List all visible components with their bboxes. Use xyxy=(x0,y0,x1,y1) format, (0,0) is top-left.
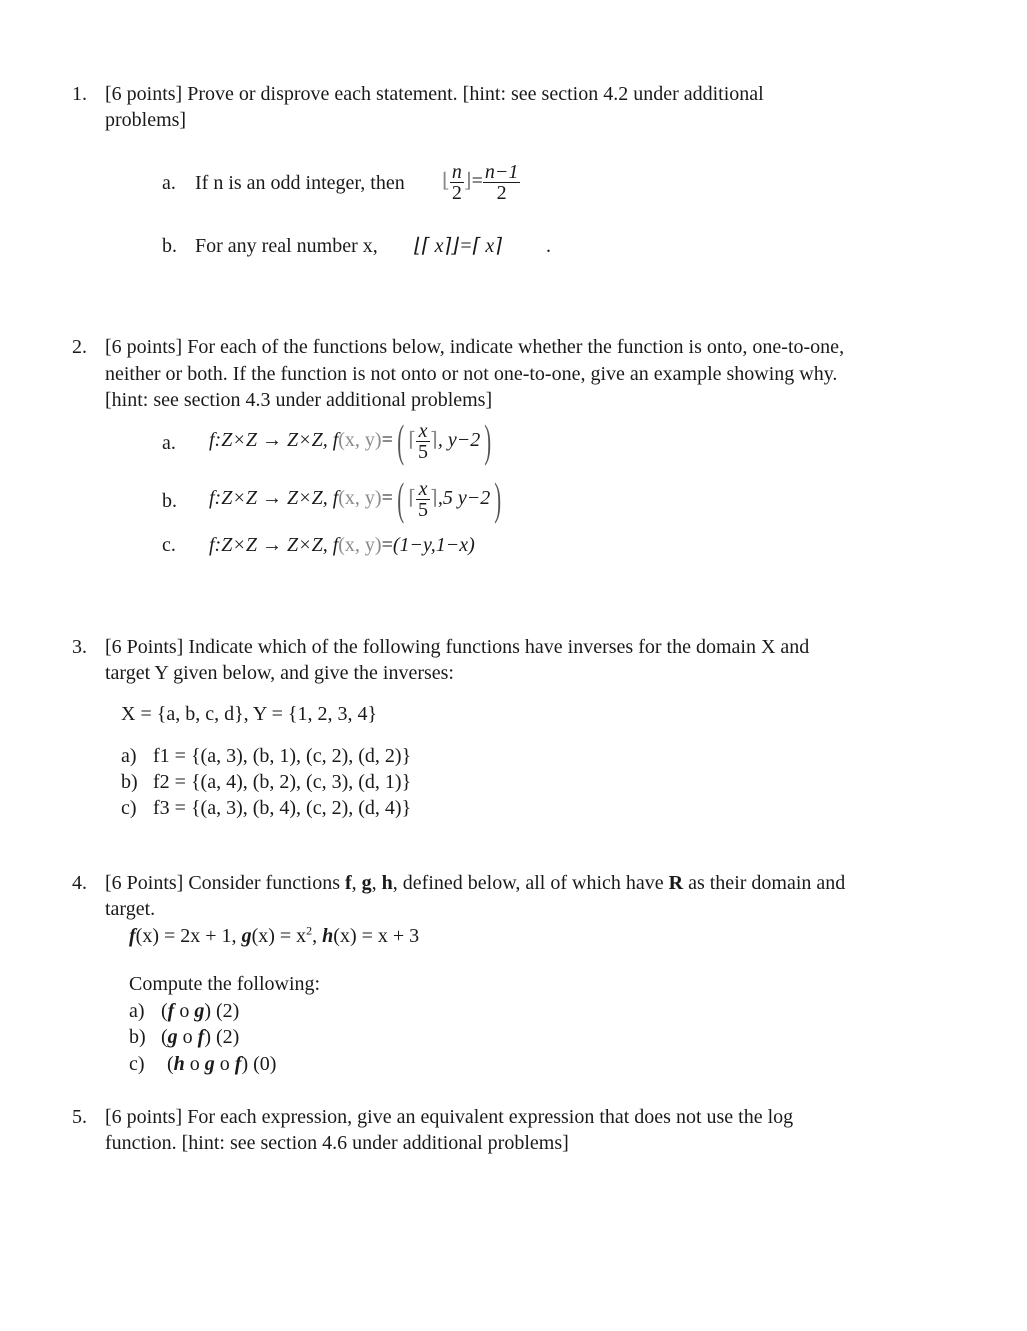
q3-number: 3. xyxy=(72,636,87,658)
q2-b-formula: f:Z×Z → Z×Z, f(x, y)=( ⌈ $\frac{x}{5}$ ⌉,5 y−2) xyxy=(209,473,502,525)
q1-a-formula: ⌊ $\frac{n}{2}$ ⌋= $\frac{n-1}{2}$ xyxy=(442,160,519,204)
q3-c-label: c) xyxy=(121,797,137,819)
fraction-x-over-5: $\frac{x}{5}$ xyxy=(418,477,429,521)
q2-c-formula: f:Z×Z → Z×Z, f(x, y)=(1−y,1−x) xyxy=(209,534,475,556)
paren-right: ) xyxy=(484,415,492,467)
q3-line1: [6 Points] Indicate which of the following functions have inverses for the domain X and xyxy=(105,636,810,658)
q5-line1: [6 points] For each expression, give an equivalent expression that does not use the log xyxy=(105,1106,794,1128)
floor-left: ⌊ xyxy=(442,170,450,192)
q1-a-label: a. xyxy=(162,172,176,194)
q1-line1: [6 points] Prove or disprove each statement. [hint: see section 4.2 under additional xyxy=(105,83,764,105)
q4-a-expr: (f o g) (2) xyxy=(161,1000,240,1022)
fraction-n-over-2: $\frac{n}{2}$ xyxy=(451,160,462,204)
q4-definitions: f(x) = 2x + 1, $g(x) = x^2$, h(x) = x + 3 xyxy=(129,923,420,947)
q4-b-expr: (g o f) (2) xyxy=(161,1026,240,1048)
q2-line1: [6 points] For each of the functions below, indicate whether the function is onto, one-to-one, xyxy=(105,336,845,358)
q1-b-period: . xyxy=(546,235,551,257)
q1-a-text: If n is an odd integer, then xyxy=(195,172,405,194)
q4-line1: [6 Points] Consider functions f, g, h, defined below, all of which have R as their domain and xyxy=(105,872,846,894)
q4-c-expr: (h o g o f) (0) xyxy=(167,1053,277,1075)
q4-c-label: c) xyxy=(129,1053,145,1075)
q2-line2: neither or both. If the function is not onto or not one-to-one, give an example showing why. xyxy=(105,363,838,385)
q1-b-text: For any real number x, xyxy=(195,235,378,257)
q1-b-formula: ⌊⌈ x⌉⌋=⌈ x⌉ xyxy=(414,235,503,257)
q4-line2: target. xyxy=(105,898,156,920)
q2-number: 2. xyxy=(72,336,87,358)
q3-b-text: f2 = {(a, 4), (b, 2), (c, 3), (d, 1)} xyxy=(153,771,412,793)
paren-left: ( xyxy=(397,415,404,467)
q4-b-label: b) xyxy=(129,1026,146,1048)
fraction-x-over-5: $\frac{x}{5}$ xyxy=(418,419,429,463)
paren-left: ( xyxy=(397,473,404,525)
q2-c-label: c. xyxy=(162,534,176,556)
q4-a-label: a) xyxy=(129,1000,145,1022)
q4-compute: Compute the following: xyxy=(129,973,321,995)
q3-line2: target Y given below, and give the inverses: xyxy=(105,662,454,684)
floor-right: ⌋ xyxy=(463,170,472,192)
q1-line2: problems] xyxy=(105,109,187,131)
q3-a-text: f1 = {(a, 3), (b, 1), (c, 2), (d, 2)} xyxy=(153,745,412,767)
q5-number: 5. xyxy=(72,1106,87,1128)
q2-b-label: b. xyxy=(162,490,177,512)
q2-line3: [hint: see section 4.3 under additional problems] xyxy=(105,389,493,411)
q3-sets: X = {a, b, c, d}, Y = {1, 2, 3, 4} xyxy=(121,703,378,725)
q1-number: 1. xyxy=(72,83,87,105)
q3-a-label: a) xyxy=(121,745,137,767)
q3-b-label: b) xyxy=(121,771,138,793)
q4-number: 4. xyxy=(72,872,87,894)
q1-b-label: b. xyxy=(162,235,177,257)
q3-c-text: f3 = {(a, 3), (b, 4), (c, 2), (d, 4)} xyxy=(153,797,412,819)
paren-right: ) xyxy=(494,473,502,525)
q2-a-formula: f:Z×Z → Z×Z, f(x, y)=( ⌈ $\frac{x}{5}$ ⌉, y−2) xyxy=(209,415,492,467)
fraction-n-minus-1-over-2: $\frac{n-1}{2}$ xyxy=(484,160,519,204)
q2-a-label: a. xyxy=(162,432,176,454)
q5-line2: function. [hint: see section 4.6 under additional problems] xyxy=(105,1132,569,1154)
